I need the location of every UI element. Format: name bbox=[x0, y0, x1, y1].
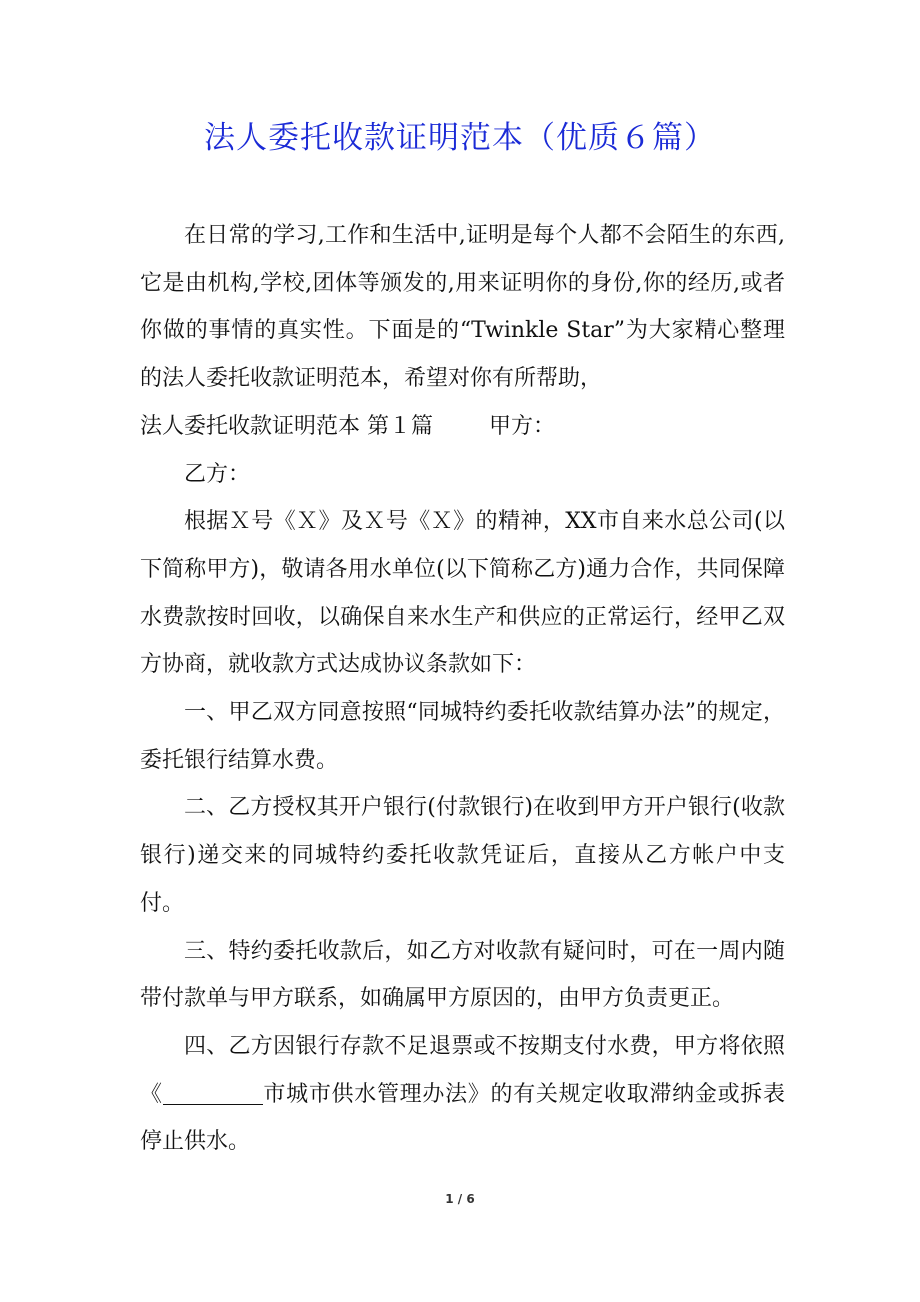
section-heading: 法人委托收款证明范本 第１篇 bbox=[140, 413, 433, 439]
clause-4-text-after: 市城市供水管理办法》的有关规定收取滞纳金或拆表停止供水。 bbox=[140, 1081, 785, 1155]
document-body bbox=[140, 212, 785, 1166]
page-number: 1 / 6 bbox=[445, 1192, 475, 1206]
clause-4 bbox=[140, 1023, 785, 1166]
party-b-label: 乙方： bbox=[184, 461, 251, 487]
party-a-label: 甲方： bbox=[488, 413, 555, 439]
clause-1: 一、甲乙双方同意按照“同城特约委托收款结算办法”的规定，委托银行结算水费。 bbox=[140, 700, 785, 773]
section-heading-line bbox=[140, 403, 785, 451]
basis-paragraph: 根据Ｘ号《Ｘ》及Ｘ号《Ｘ》的精神，XX市自来水总公司(以下简称甲方)，敬请各用水单位(以下简称乙方)通力合作，共同保障水费款按时回收，以确保自来水生产和供应的正常运行，经甲乙双方协商，就收款方式达成协议条款如下： bbox=[140, 509, 785, 678]
clause-3: 三、特约委托收款后，如乙方对收款有疑问时，可在一周内随带付款单与甲方联系，如确属甲方原因的，由甲方负责更正。 bbox=[140, 938, 785, 1012]
clause-4-text-before: 四、乙方因银行存款不足退票或不按期支付水费，甲方将依照《 bbox=[140, 1033, 785, 1107]
clause-2: 二、乙方授权其开户银行(付款银行)在收到甲方开户银行(收款银行)递交来的同城特约委托收款凭证后，直接从乙方帐户中支付。 bbox=[140, 795, 785, 916]
fill-in-blank bbox=[163, 1080, 263, 1105]
document-title: 法人委托收款证明范本（优质６篇） bbox=[204, 120, 716, 156]
intro-paragraph: 在日常的学习,工作和生活中,证明是每个人都不会陌生的东西,它是由机构,学校,团体等颁发的,用来证明你的身份,你的经历,或者你做的事情的真实性。下面是的“Twinkle Star”为大家精心整理的法人委托收款证明范本，希望对你有所帮助， bbox=[140, 223, 785, 392]
